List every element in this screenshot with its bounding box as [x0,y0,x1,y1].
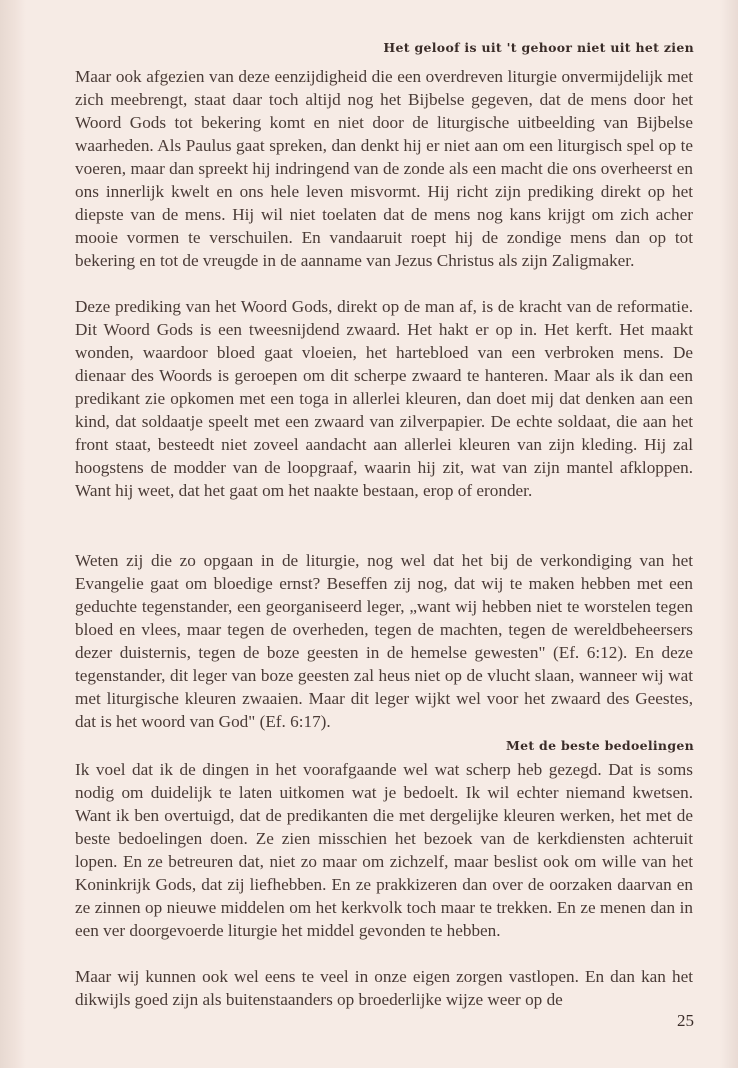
paragraph-4: Ik voel dat ik de dingen in het voorafgaande wel wat scherp heb gezegd. Dat is soms nodig om duidelijk te laten uitkomen wat je bedoelt. Ik wil echter niemand kwetsen. Want ik ben overtuigd, dat de predikanten die met dergelijke kleuren werken, het met de beste bedoelingen doen. Ze zien misschien het bezoek van de kerkdiensten achteruit lopen. En ze betreuren dat, niet zo maar om zichzelf, maar beslist ook om wille van het Koninkrijk Gods, dat zij liefhebben. En ze prakkizeren dan over de oorzaken daarvan en ze zinnen op nieuwe middelen om het kerkvolk toch maar te trekken. En ze menen dan in een ver doorgevoerde liturgie het middel gevonden te hebben. [75,760,693,941]
paragraph-1: Maar ook afgezien van deze eenzijdigheid die een overdreven liturgie onvermijdelijk met zich meebrengt, staat daar toch altijd nog het Bijbelse gegeven, dat de mens door het Woord Gods tot bekering komt en niet door de liturgische uitbeelding van Bijbelse waarheden. Als Paulus gaat spreken, dan denkt hij er niet aan om een liturgisch spel op te voeren, maar dan spreekt hij indringend van de zonde als een macht die ons overheerst en ons innerlijk kwelt en ons hele leven misvormt. Hij richt zijn prediking direkt op het diepste van de mens. Hij wil niet toelaten dat de mens nog kans krijgt om zich acher mooie vormen te verschuilen. En vandaaruit roept hij de zondige mens dan op tot bekering en tot de vreugde in de aanname van Jezus Christus als zijn Zaligmaker. [75,67,693,271]
page-edge-shadow [720,0,738,1068]
paragraph-2: Deze prediking van het Woord Gods, direkt op de man af, is de kracht van de reformatie. Dit Woord Gods is een tweesnijdend zwaard. Het hakt er op in. Het kerft. Het maakt wonden, waardoor bloed gaat vloeien, het hartebloed van een verbroken mens. De dienaar des Woords is geroepen om dit scherpe zwaard te hanteren. Maar als ik dan een predikant zie opkomen met een toga in allerlei kleuren, dan doet mij dat denken aan een kind, dat soldaatje speelt met een zwaard van zilverpapier. De echte soldaat, die aan het front staat, besteedt niet zoveel aandacht aan allerlei kleuren van zijn kleding. Hij zal hoogstens de modder van de loopgraaf, waarin hij zit, wat van zijn mantel afkloppen. Want hij weet, dat het gaat om het naakte bestaan, erop of eronder. [75,297,693,501]
page-gutter-shadow [0,0,26,1068]
running-header: Het geloof is uit 't gehoor niet uit het zien [383,40,694,55]
section-heading: Met de beste bedoelingen [505,738,694,753]
paragraph-5: Maar wij kunnen ook wel eens te veel in onze eigen zorgen vastlopen. En dan kan het dikwijls goed zijn als buitenstaanders op broederlijke wijze weer op de [75,967,693,1010]
paragraph-3: Weten zij die zo opgaan in de liturgie, nog wel dat het bij de verkondiging van het Evangelie gaat om bloedige ernst? Beseffen zij nog, dat wij te maken hebben met een geduchte tegenstander, een georganiseerd leger, „want wij hebben niet te worstelen tegen bloed en vlees, maar tegen de overheden, tegen de machten, tegen de wereldbeheersers dezer duisternis, tegen de boze geesten in de hemelse gewesten" (Ef. 6:12). En deze tegenstander, dit leger van boze geesten zal heus niet op de vlucht slaan, wanneer wij wat met liturgische kleuren zwaaien. Maar dit leger wijkt wel voor het zwaard des Geestes, dat is het woord van God" (Ef. 6:17). [75,551,693,732]
page-number: 25 [677,1011,694,1030]
